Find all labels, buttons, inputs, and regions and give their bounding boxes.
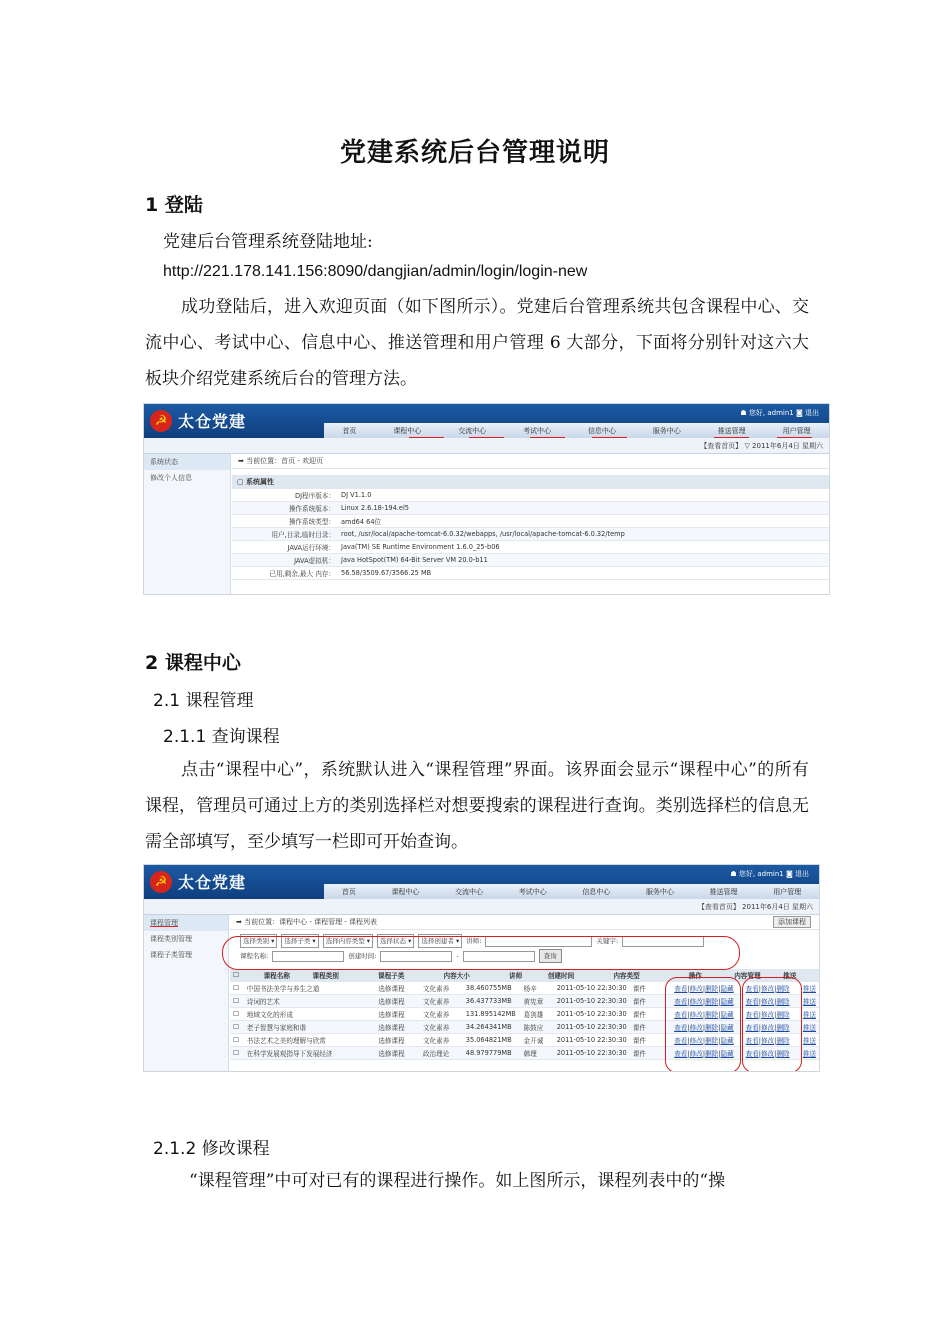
table-cell: 选修课程	[375, 1034, 420, 1047]
content-op-link[interactable]: 查看	[745, 998, 759, 1006]
nav-push[interactable]: 推送管理	[709, 887, 738, 896]
table-cell: 黄宪章	[521, 995, 554, 1008]
nav-course[interactable]: 课程中心	[393, 426, 422, 435]
user-box[interactable]: ☗ 您好, admin1 ◙ 退出	[730, 870, 809, 878]
content-op-link[interactable]: 查看	[745, 1024, 759, 1032]
add-course-button[interactable]: 添加课程	[773, 916, 811, 928]
op-link[interactable]: 修改	[689, 1024, 703, 1032]
table-cell: 课件	[630, 982, 671, 995]
content-op-link[interactable]: 删除	[776, 985, 790, 993]
main-content	[232, 454, 829, 594]
op-link[interactable]: 隐藏	[720, 998, 734, 1006]
content-ops-cell: 查看|修改|删除	[743, 982, 800, 995]
table-cell: 诗词的艺术	[244, 995, 376, 1008]
table-cell: 文化素养	[420, 1008, 463, 1021]
op-link[interactable]: 隐藏	[720, 1011, 734, 1019]
op-link[interactable]: 查看	[674, 1011, 688, 1019]
nav-exam[interactable]: 考试中心	[518, 887, 547, 896]
nav-exchange[interactable]: 交流中心	[455, 887, 484, 896]
sidebar	[144, 915, 229, 1071]
op-link[interactable]: 修改	[689, 1037, 703, 1045]
content-op-link[interactable]: 查看	[745, 985, 759, 993]
app-header	[144, 865, 819, 899]
op-link[interactable]: 修改	[689, 1050, 703, 1058]
annotation-oval-content-mgmt	[742, 977, 802, 1072]
table-cell: 选修课程	[375, 995, 420, 1008]
date-text: 【查看首页】 2011年6月4日 星期六	[697, 903, 813, 911]
table-cell: 35.064821MB	[463, 1034, 521, 1047]
sidebar-item-system-status[interactable]: 系统状态	[144, 454, 230, 470]
push-link[interactable]: 推送	[802, 985, 816, 993]
course-management-screenshot	[143, 864, 820, 1072]
nav-exam[interactable]: 考试中心	[523, 426, 552, 435]
content-ops-cell: 查看|修改|删除	[743, 1047, 800, 1060]
document-title: 党建系统后台管理说明	[339, 138, 610, 168]
content-op-link[interactable]: 修改	[760, 998, 775, 1006]
nav-home[interactable]: 首页	[342, 426, 357, 435]
row-checkbox[interactable]: ☐	[230, 1034, 244, 1047]
table-cell: 2011-05-10 22:30:30	[554, 1008, 630, 1021]
party-emblem-icon: ☭	[150, 410, 172, 432]
op-link[interactable]: 查看	[674, 998, 688, 1006]
annotation-oval-filters	[222, 936, 740, 970]
table-cell: 36.437733MB	[463, 995, 521, 1008]
table-cell: 杨辛	[521, 982, 554, 995]
push-link[interactable]: 推送	[802, 1024, 816, 1032]
table-cell: 34.264341MB	[463, 1021, 521, 1034]
content-op-link[interactable]: 查看	[745, 1050, 759, 1058]
system-properties-header: ▢ 系统属性	[232, 475, 829, 489]
prop-value: DJ V1.1.0	[338, 489, 829, 502]
content-ops-cell: 查看|修改|删除	[743, 1008, 800, 1021]
table-cell: 课件	[630, 1047, 671, 1060]
table-cell: 2011-05-10 22:30:30	[554, 1021, 630, 1034]
op-link[interactable]: 删除	[705, 1024, 719, 1032]
course-name-label: 课程名称:	[240, 952, 269, 960]
table-cell: 金开诚	[521, 1034, 554, 1047]
filter-bar: 选择类别 ▾ 选择子类 ▾ 选择内容类型 ▾ 选择状态 ▾ 选择创建者 ▾ 讲师: 关键字: 课程名称: 创建时间: - 查询	[230, 930, 819, 967]
table-cell: 地域文化的形成	[244, 1008, 376, 1021]
nav-users[interactable]: 用户管理	[773, 887, 802, 896]
created-time-label: 创建时间:	[348, 952, 377, 960]
table-cell: 葛剑雄	[521, 1008, 554, 1021]
table-cell: 韩理	[521, 1047, 554, 1060]
ops-cell: 查看|修改|删除|隐藏	[671, 1047, 742, 1060]
filter-category-select[interactable]: 选择类别 ▾	[240, 934, 277, 948]
table-cell: 38.460755MB	[463, 982, 521, 995]
content-op-link[interactable]: 删除	[776, 1011, 790, 1019]
prop-label: 操作系统类型：	[232, 515, 338, 528]
app-header	[144, 404, 829, 438]
table-cell: 课件	[630, 1021, 671, 1034]
op-link[interactable]: 删除	[705, 998, 719, 1006]
section-2-1-2-heading: 2.1.2 修改课程	[153, 1139, 270, 1159]
table-cell: 在科学发展观指导下发展经济	[244, 1047, 376, 1060]
table-cell: 2011-05-10 22:30:30	[554, 1047, 630, 1060]
content-ops-cell: 查看|修改|删除	[743, 1021, 800, 1034]
prop-label: JAVA运行环境：	[232, 541, 338, 554]
content-op-link[interactable]: 修改	[760, 1024, 775, 1032]
filter-subcategory-select[interactable]: 选择子类 ▾	[281, 934, 318, 948]
prop-label: 用户,目录,临时目录：	[232, 528, 338, 541]
table-cell: 课件	[630, 1034, 671, 1047]
select-all-checkbox[interactable]: ☐	[230, 969, 244, 982]
content-op-link[interactable]: 修改	[760, 985, 775, 993]
nav-push[interactable]: 推送管理	[717, 426, 746, 435]
table-row	[232, 528, 829, 541]
op-link[interactable]: 删除	[705, 985, 719, 993]
sidebar-item-subcategory-mgmt[interactable]: 课程子类管理	[150, 951, 192, 959]
prop-value: amd64 64位	[338, 515, 829, 528]
content-op-link[interactable]: 修改	[760, 1011, 775, 1019]
table-cell: 选修课程	[375, 1008, 420, 1021]
breadcrumb: ➡ 当前位置：首页 - 欢迎页	[232, 454, 829, 469]
col-header: 课程类别	[310, 969, 376, 982]
table-cell: 陈鼓应	[521, 1021, 554, 1034]
op-link[interactable]: 修改	[689, 985, 703, 993]
op-link[interactable]: 隐藏	[720, 985, 734, 993]
col-header: 讲师	[506, 969, 545, 982]
op-link[interactable]: 修改	[689, 998, 703, 1006]
content-op-link[interactable]: 删除	[776, 1050, 790, 1058]
login-address-label: 党建后台管理系统登陆地址:	[163, 232, 373, 252]
prop-value: 56.58/3509.67/3566.25 MB	[338, 567, 829, 580]
system-properties-table	[232, 489, 829, 580]
col-header: 内容管理	[715, 969, 781, 982]
op-link[interactable]: 删除	[705, 1050, 719, 1058]
table-cell: 课件	[630, 995, 671, 1008]
op-link[interactable]: 隐藏	[720, 1050, 734, 1058]
op-link[interactable]: 删除	[705, 1011, 719, 1019]
prop-label: JAVA虚拟机：	[232, 554, 338, 567]
content-ops-cell: 查看|修改|删除	[743, 1034, 800, 1047]
op-link[interactable]: 查看	[674, 1050, 688, 1058]
filter-content-type-select[interactable]: 选择内容类型 ▾	[323, 934, 373, 948]
table-cell: 48.979779MB	[463, 1047, 521, 1060]
sidebar-item-category-mgmt[interactable]: 课程类别管理	[150, 935, 192, 943]
nav-exchange[interactable]: 交流中心	[458, 426, 487, 435]
table-row	[232, 567, 829, 580]
party-emblem-icon: ☭	[150, 871, 172, 893]
content-ops-cell: 查看|修改|删除	[743, 995, 800, 1008]
table-row	[232, 541, 829, 554]
table-row	[232, 515, 829, 528]
section-2-1-heading: 2.1 课程管理	[153, 691, 254, 711]
op-link[interactable]: 删除	[705, 1037, 719, 1045]
col-header: 内容类型	[610, 969, 676, 982]
table-row	[232, 489, 829, 502]
app-logo	[150, 409, 246, 432]
op-link[interactable]: 查看	[674, 985, 688, 993]
annotation-oval-operations	[665, 977, 741, 1072]
table-cell: 文化素养	[420, 1034, 463, 1047]
table-row	[232, 502, 829, 515]
col-header: 内容大小	[441, 969, 507, 982]
ops-cell: 查看|修改|删除|隐藏	[671, 1021, 742, 1034]
table-cell: 文化素养	[420, 995, 463, 1008]
op-link[interactable]: 隐藏	[720, 1024, 734, 1032]
content-op-link[interactable]: 修改	[760, 1050, 775, 1058]
table-row	[232, 554, 829, 567]
table-cell: 选修课程	[375, 982, 420, 995]
app-logo-text: 太仓党建	[178, 873, 247, 892]
op-link[interactable]: 修改	[689, 1011, 703, 1019]
table-cell: 131.895142MB	[463, 1008, 521, 1021]
welcome-page-screenshot	[143, 403, 830, 595]
table-cell: 书法艺术之美的理解与欣赏	[244, 1034, 376, 1047]
nav-service[interactable]: 服务中心	[645, 887, 674, 896]
push-cell	[800, 995, 819, 1008]
table-cell: 课件	[630, 1008, 671, 1021]
section-1-heading: 1 登陆	[145, 194, 203, 216]
app-logo	[150, 870, 246, 893]
content-op-link[interactable]: 修改	[760, 1037, 775, 1045]
section-2-1-2-paragraph: “课程管理”中可对已有的课程进行操作。如上图所示，课程列表中的“操	[189, 1171, 726, 1191]
row-checkbox[interactable]: ☐	[230, 982, 244, 995]
lecturer-label: 讲师:	[466, 937, 482, 945]
row-checkbox[interactable]: ☐	[230, 1021, 244, 1034]
filter-status-select[interactable]: 选择状态 ▾	[377, 934, 414, 948]
row-checkbox[interactable]: ☐	[230, 1008, 244, 1021]
content-op-link[interactable]: 查看	[745, 1037, 759, 1045]
col-header: 课程名称	[244, 969, 310, 982]
nav-info[interactable]: 信息中心	[587, 426, 616, 435]
content-op-link[interactable]: 删除	[776, 1024, 790, 1032]
push-cell	[800, 1008, 819, 1021]
prop-label: 操作系统版本：	[232, 502, 338, 515]
op-link[interactable]: 查看	[674, 1024, 688, 1032]
row-checkbox[interactable]: ☐	[230, 1047, 244, 1060]
prop-label: 已用,剩余,最大 内存：	[232, 567, 338, 580]
sub-bar	[144, 899, 819, 915]
breadcrumb	[230, 915, 819, 930]
section-2-1-1-paragraph: 点击“课程中心”，系统默认进入“课程管理”界面。该界面会显示“课程中心”的所有课程，管理员可通过上方的类别选择栏对想要搜索的课程进行查询。类别选择栏的信息无需全部填写，至少填写一栏即可开始查询。	[145, 760, 809, 852]
sub-bar	[144, 438, 829, 454]
prop-value: Java HotSpot(TM) 64-Bit Server VM 20.0-b11	[338, 554, 829, 567]
prop-value: Java(TM) SE Runtime Environment 1.6.0_25-b06	[338, 541, 829, 554]
prop-value: root, /usr/local/apache-tomcat-6.0.32/webapps, /usr/local/apache-tomcat-6.0.32/temp	[338, 528, 829, 541]
push-cell	[800, 1034, 819, 1047]
push-link[interactable]: 推送	[802, 998, 816, 1006]
ops-cell: 查看|修改|删除|隐藏	[671, 995, 742, 1008]
push-link[interactable]: 推送	[802, 1011, 816, 1019]
app-logo-text: 太仓党建	[178, 412, 247, 431]
sidebar-item-course-mgmt[interactable]: 课程管理	[144, 915, 228, 931]
ops-cell: 查看|修改|删除|隐藏	[671, 1034, 742, 1047]
table-cell: 选修课程	[375, 1021, 420, 1034]
table-cell: 政治理论	[420, 1047, 463, 1060]
breadcrumb-text: ➡ 当前位置：课程中心 - 课程管理 - 课程列表	[236, 918, 378, 926]
table-cell: 中国书法美学与养生之道	[244, 982, 376, 995]
query-button[interactable]: 查询	[539, 949, 562, 963]
main-nav	[324, 884, 819, 899]
login-url: http://221.178.141.156:8090/dangjian/admin/login/login-new	[163, 263, 588, 280]
op-link[interactable]: 查看	[674, 1037, 688, 1045]
prop-label: DJ程序版本：	[232, 489, 338, 502]
col-header: 推送	[780, 969, 819, 982]
push-link[interactable]: 推送	[802, 1037, 816, 1045]
table-cell: 选修课程	[375, 1047, 420, 1060]
ops-cell: 查看|修改|删除|隐藏	[671, 1008, 742, 1021]
push-cell	[800, 982, 819, 995]
row-checkbox[interactable]: ☐	[230, 995, 244, 1008]
content-op-link[interactable]: 删除	[776, 1037, 790, 1045]
nav-home[interactable]: 首页	[341, 887, 356, 896]
sidebar	[144, 454, 231, 594]
content-op-link[interactable]: 查看	[745, 1011, 759, 1019]
col-header: 创建时间	[545, 969, 611, 982]
col-header: 课程子类	[375, 969, 441, 982]
section-1-paragraph: 成功登陆后，进入欢迎页面（如下图所示）。党建后台管理系统共包含课程中心、交流中心、考试中心、信息中心、推送管理和用户管理 6 大部分，下面将分别针对这六大板块介绍党建系统后台的管理方法。	[145, 297, 809, 389]
section-2-heading: 2 课程中心	[145, 652, 241, 674]
prop-value: Linux 2.6.18-194.el5	[338, 502, 829, 515]
keyword-label: 关键字:	[596, 937, 619, 945]
push-cell	[800, 1021, 819, 1034]
table-cell: 文化素养	[420, 1021, 463, 1034]
user-box[interactable]: ☗ 您好, admin1 ◙ 退出	[740, 409, 819, 417]
section-2-1-1-heading: 2.1.1 查询课程	[163, 727, 280, 747]
push-link[interactable]: 推送	[802, 1050, 816, 1058]
table-cell: 2011-05-10 22:30:30	[554, 1034, 630, 1047]
table-cell: 2011-05-10 22:30:30	[554, 982, 630, 995]
push-cell	[800, 1047, 819, 1060]
filter-creator-select[interactable]: 选择创建者 ▾	[418, 934, 462, 948]
nav-info[interactable]: 信息中心	[582, 887, 611, 896]
table-cell: 老子智慧与家庭和谐	[244, 1021, 376, 1034]
nav-users[interactable]: 用户管理	[782, 426, 811, 435]
content-op-link[interactable]: 删除	[776, 998, 790, 1006]
date-text: 【查看首页】 ▽ 2011年6月4日 星期六	[700, 442, 823, 450]
nav-course[interactable]: 课程中心	[391, 887, 420, 896]
col-header: 操作	[676, 969, 715, 982]
nav-service[interactable]: 服务中心	[652, 426, 681, 435]
table-cell: 文化素养	[420, 982, 463, 995]
main-nav	[324, 423, 829, 438]
op-link[interactable]: 隐藏	[720, 1037, 734, 1045]
table-cell: 2011-05-10 22:30:30	[554, 995, 630, 1008]
sidebar-item-edit-profile[interactable]: 修改个人信息	[150, 474, 192, 482]
ops-cell: 查看|修改|删除|隐藏	[671, 982, 742, 995]
